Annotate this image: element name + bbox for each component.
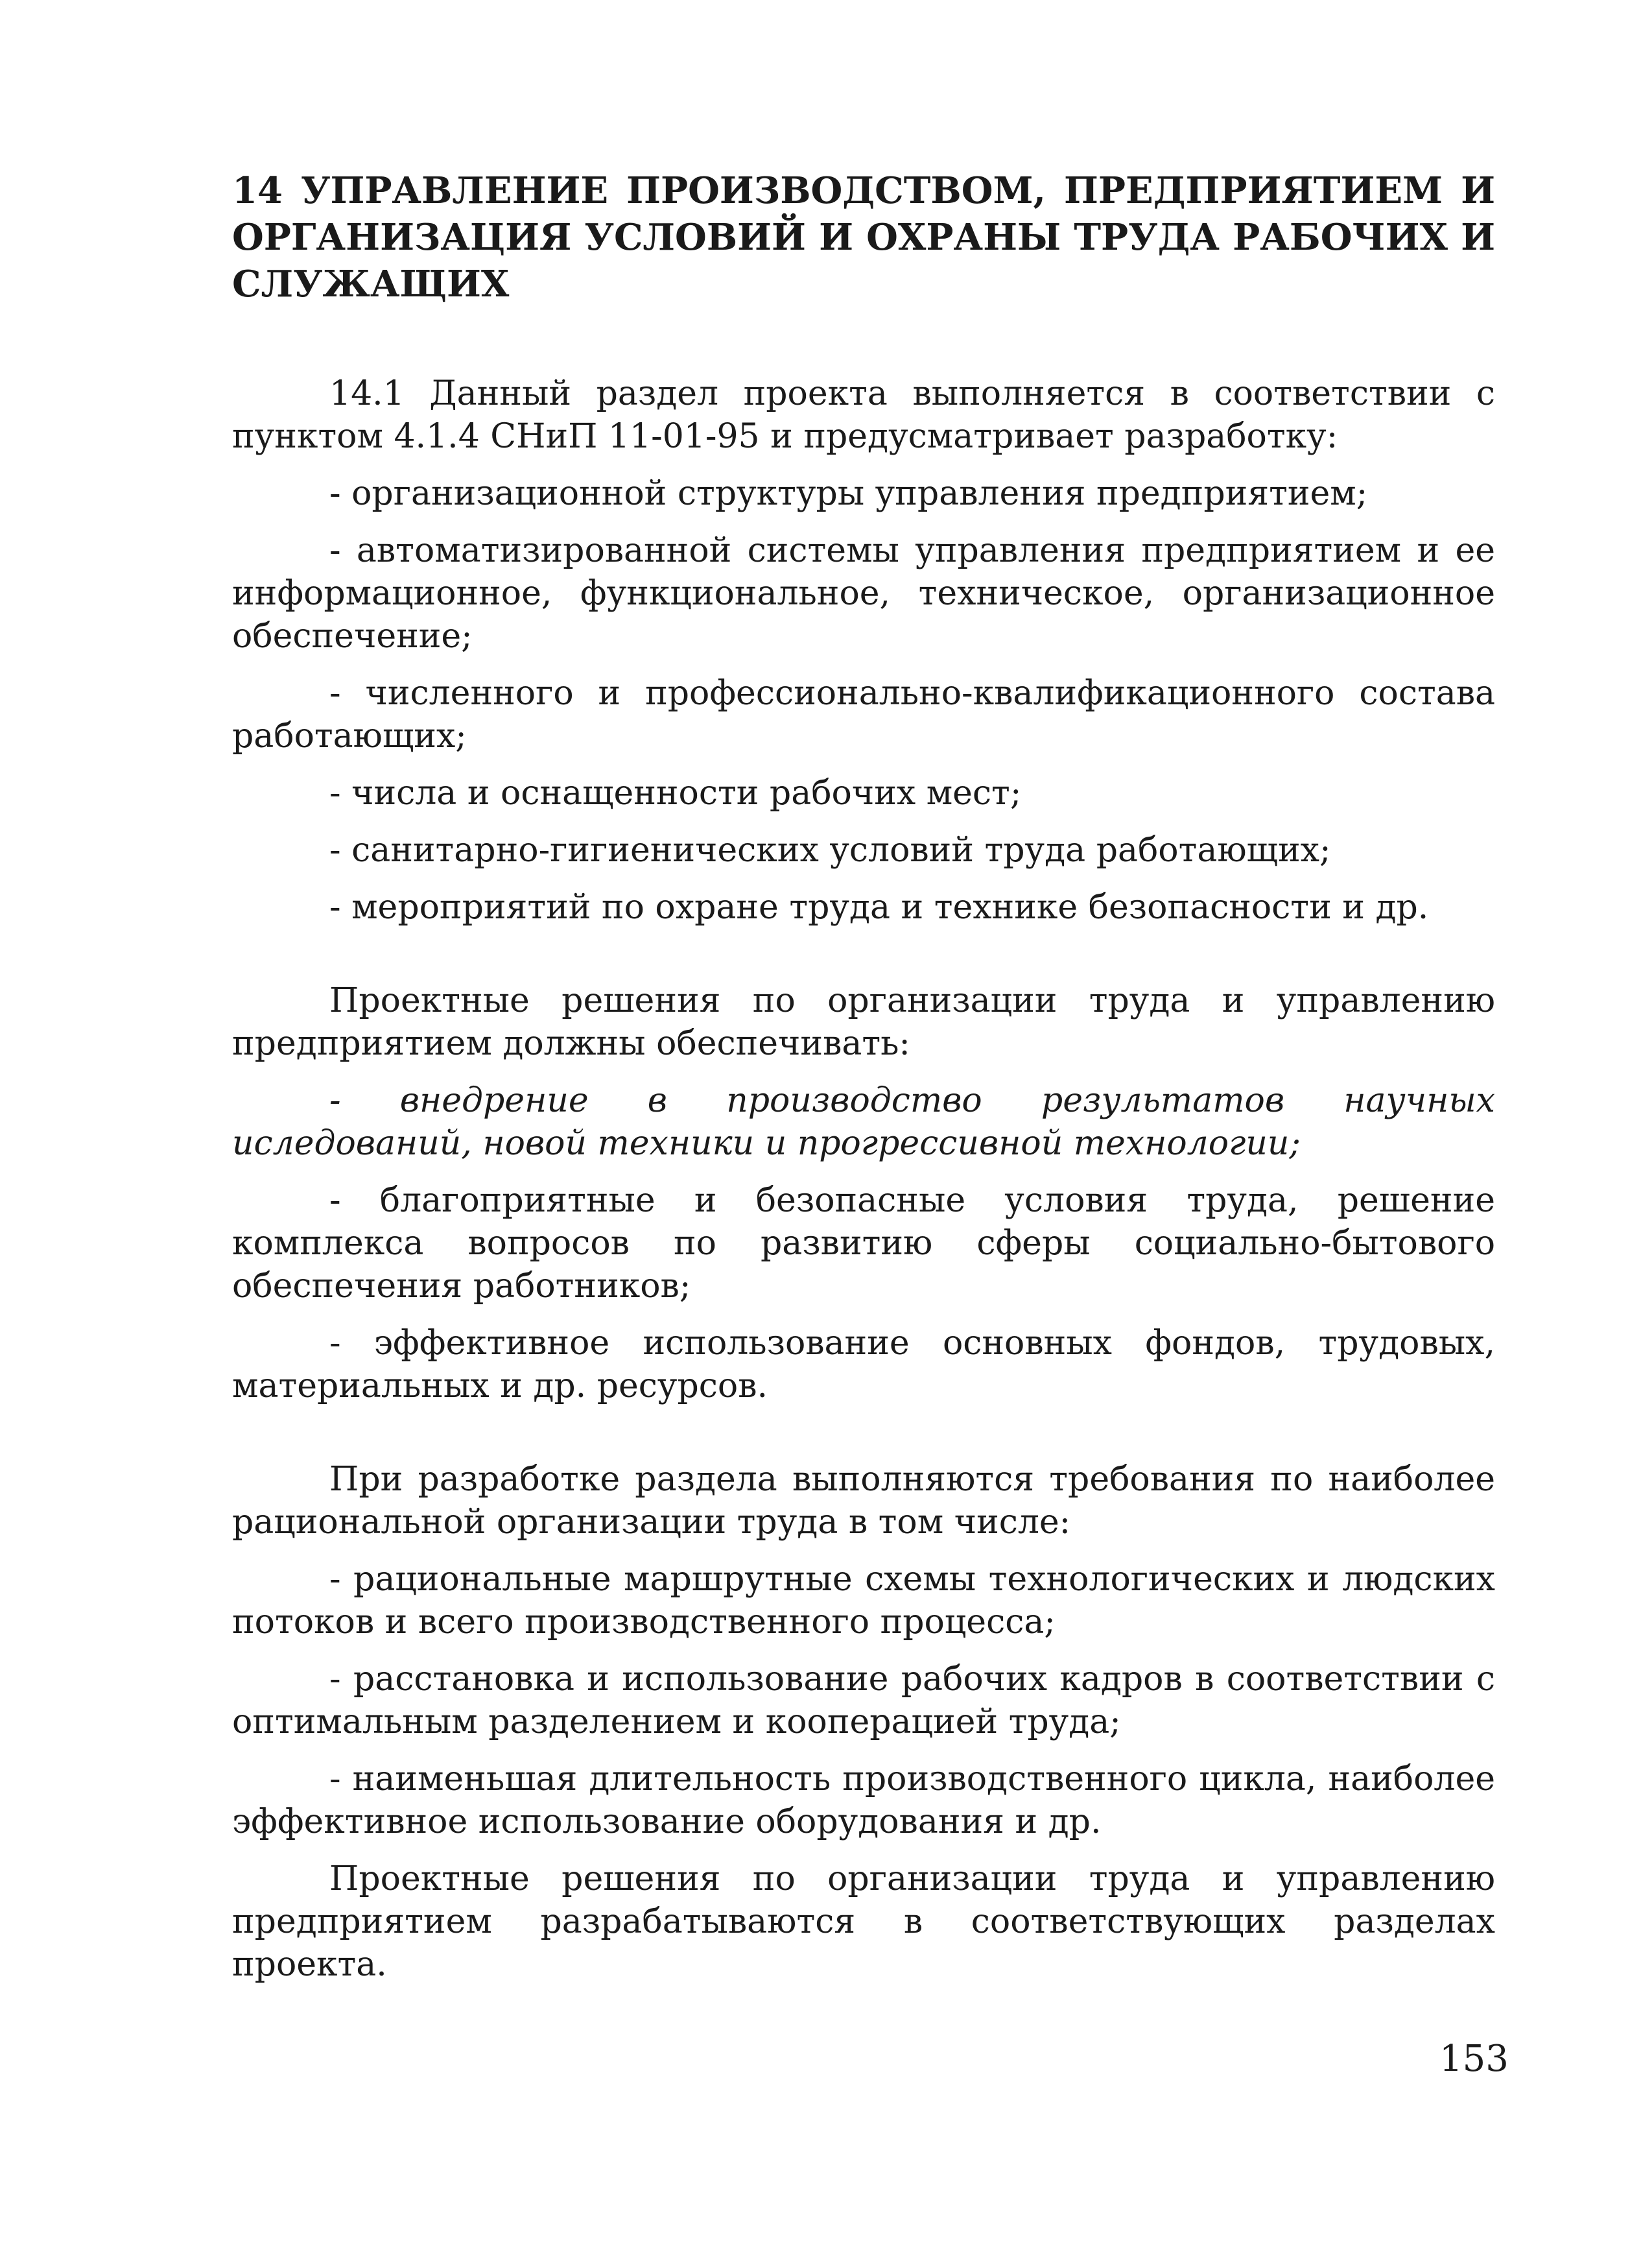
page-number: 153	[1439, 2038, 1509, 2080]
closing-paragraph: Проектные решения по организации труда и управлению предприятием разрабатываются в соответствующих разделах проекта.	[232, 1859, 1495, 1984]
list-item: - наименьшая длительность производственного цикла, наиболее эффективное использование оборудования и др.	[232, 1760, 1495, 1841]
list-item: - рациональные маршрутные схемы технологических и людских потоков и всего производственного процесса;	[232, 1560, 1495, 1641]
section-heading: 14 УПРАВЛЕНИЕ ПРОИЗВОДСТВОМ, ПРЕДПРИЯТИЕМ И ОРГАНИЗАЦИЯ УСЛОВИЙ И ОХРАНЫ ТРУДА РАБОЧИХ И СЛУЖАЩИХ	[232, 169, 1495, 305]
list-item: - числа и оснащенности рабочих мест;	[329, 774, 1022, 813]
list-item: - эффективное использование основных фондов, трудовых, материальных и др. ресурсов.	[232, 1324, 1495, 1405]
list-item: - численного и профессионально-квалификационного состава работающих;	[232, 674, 1495, 756]
document-page	[232, 167, 1495, 2000]
list-item: - расстановка и использование рабочих кадров в соответствии с оптимальным разделением и кооперацией труда;	[232, 1660, 1495, 1741]
list-item: - благоприятные и безопасные условия труда, решение комплекса вопросов по развитию сферы социально-бытового обеспечения работников;	[232, 1181, 1495, 1306]
organization-paragraph: При разработке раздела выполняются требования по наиболее рациональной организации труда в том числе:	[232, 1460, 1495, 1542]
intro-paragraph: 14.1 Данный раздел проекта выполняется в соответствии с пунктом 4.1.4 СНиП 11-01-95 и предусматривает разработку:	[232, 374, 1495, 456]
list-item: - автоматизированной системы управления предприятием и ее информационное, функциональное, техническое, организационное обеспечение;	[232, 531, 1495, 656]
list-item: - санитарно-гигиенических условий труда работающих;	[329, 831, 1331, 870]
list-item: - организационной структуры управления предприятием;	[329, 474, 1368, 513]
list-item: - мероприятий по охране труда и технике безопасности и др.	[329, 888, 1429, 927]
list-item: - внедрение в производство результатов научных иследований, новой техники и прогрессивной технологии;	[232, 1081, 1495, 1163]
requirements-paragraph: Проектные решения по организации труда и управлению предприятием должны обеспечивать:	[232, 981, 1495, 1063]
